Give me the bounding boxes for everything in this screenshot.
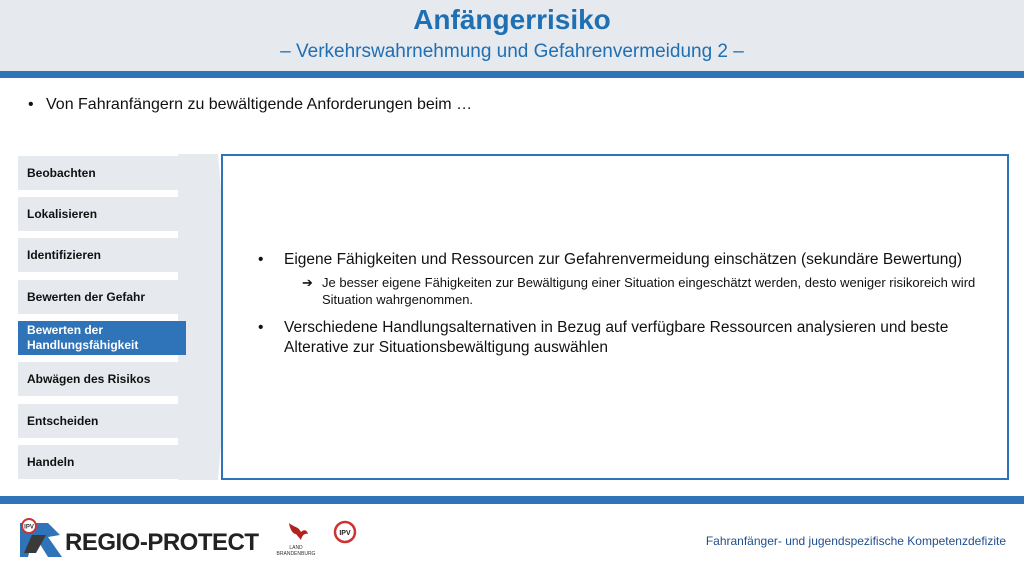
content-subpoint-text: Je besser eigene Fähigkeiten zur Bewältigung einer Situation eingeschätzt werden, desto weniger risikoreich wird Situation wahrgenommen. xyxy=(322,275,976,307)
arrow-right-icon: ➔ xyxy=(302,275,313,290)
content-point-text: Eigene Fähigkeiten und Ressourcen zur Gefahrenvermeidung einschätzen (sekundäre Bewertung) xyxy=(284,251,963,268)
footer-divider xyxy=(0,496,1024,504)
step-entscheiden: Entscheiden xyxy=(18,404,186,438)
regio-protect-logo-icon xyxy=(18,517,64,559)
step-abwaegen-risiko: Abwägen des Risikos xyxy=(18,362,186,396)
step-beobachten: Beobachten xyxy=(18,156,186,190)
brandenburg-eagle-icon xyxy=(286,520,310,544)
step-lokalisieren: Lokalisieren xyxy=(18,197,186,231)
land-brandenburg-text: LAND BRANDENBURG xyxy=(276,545,316,557)
ipv-logo-icon xyxy=(333,520,357,544)
header-divider xyxy=(0,71,1024,78)
page-title: Anfängerrisiko xyxy=(413,4,611,35)
content-point xyxy=(258,318,998,358)
logo-badge-text: IPV xyxy=(24,524,34,531)
intro-bullet-text: Von Fahranfängern zu bewältigende Anforderungen beim … xyxy=(46,96,473,113)
footer-caption: Fahranfänger- und jugendspezifische Kompetenzdefizite xyxy=(705,534,1006,548)
content-subpoint xyxy=(258,274,998,308)
step-identifizieren: Identifizieren xyxy=(18,238,186,272)
step-bewerten-gefahr: Bewerten der Gefahr xyxy=(18,280,186,314)
ipv-badge-text: IPV xyxy=(339,530,351,537)
step-handeln: Handeln xyxy=(18,445,186,479)
bullet-icon: • xyxy=(258,251,264,268)
logo-text: REGIO-PROTECT xyxy=(65,529,259,556)
intro-bullet xyxy=(28,96,472,114)
content-point xyxy=(258,250,998,270)
bullet-icon: • xyxy=(28,96,34,113)
bullet-icon: • xyxy=(258,319,264,336)
content-point-text: Verschiedene Handlungsalternativen in Bezug auf verfügbare Ressourcen analysieren und beste Alterative zur Situationsbewältigung auswählen xyxy=(284,319,949,356)
page-subtitle: – Verkehrswahrnehmung und Gefahrenvermeidung 2 – xyxy=(280,41,744,62)
content-list xyxy=(258,250,998,366)
step-bewerten-handlungsfaehigkeit: Bewerten der Handlungsfähigkeit xyxy=(18,321,186,355)
